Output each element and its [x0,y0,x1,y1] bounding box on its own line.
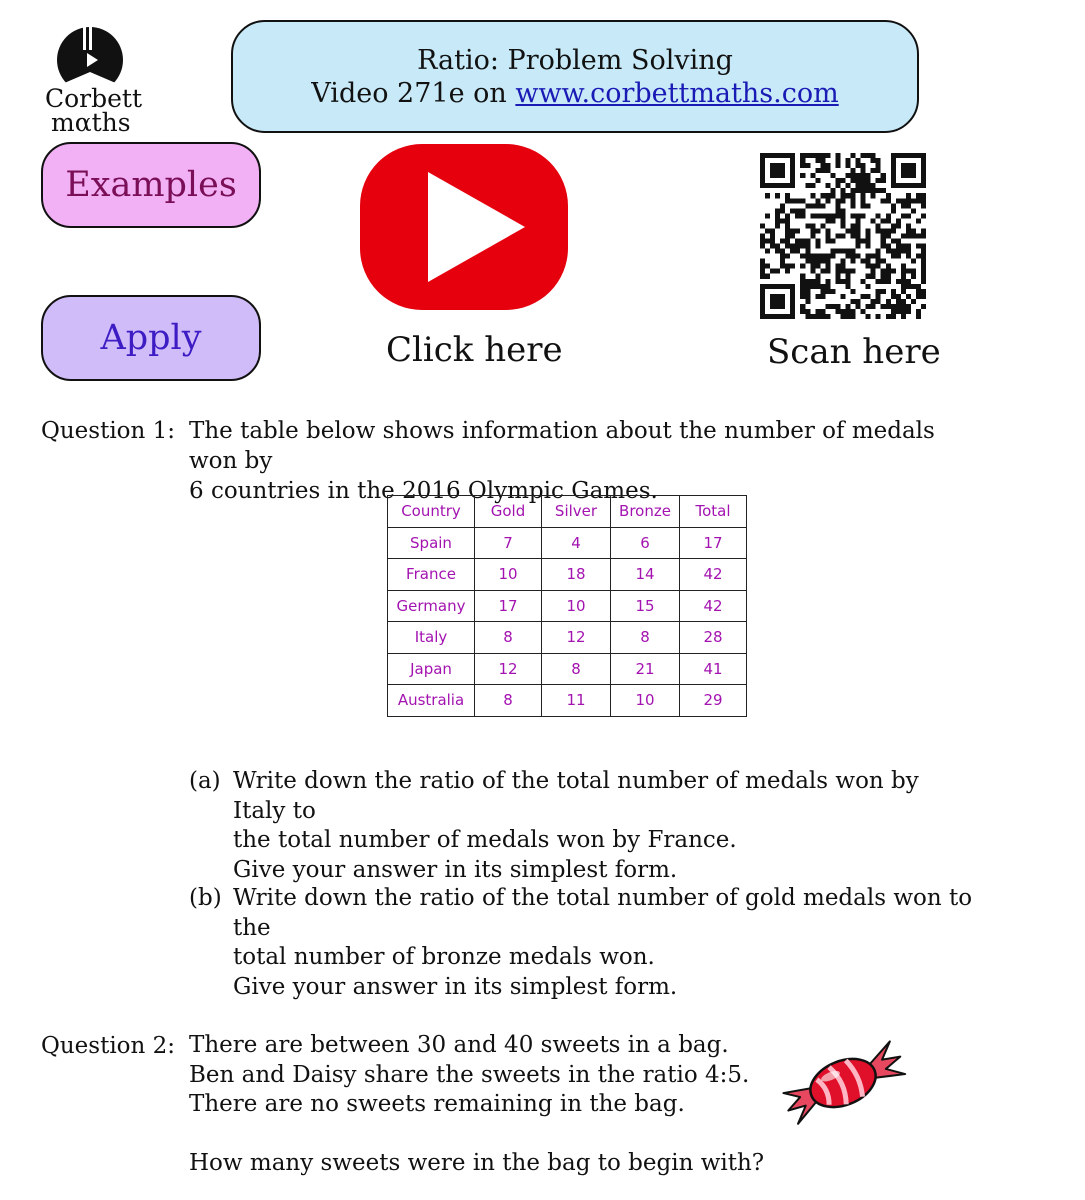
table-cell: 17 [680,527,747,559]
video-prefix: Video 271e on [311,78,516,109]
table-cell: 18 [542,559,611,591]
table-cell: 29 [680,685,747,717]
table-cell: 17 [475,590,542,622]
table-cell: 21 [611,653,680,685]
table-header-row [388,496,747,528]
table-cell: 12 [475,653,542,685]
table-row [388,685,747,717]
spacer [189,1120,769,1150]
part-b-line: Give your answer in its simplest form. [233,973,678,1000]
table-cell: 42 [680,590,747,622]
part-a-line: Write down the ratio of the total number of medals won by Italy to [233,768,919,824]
part-b-label: (b) [189,885,222,911]
table-cell: 8 [542,653,611,685]
page-title: Ratio: Problem Solving [417,45,733,76]
question-1-part-b [189,884,989,1000]
table-cell: Italy [388,622,475,654]
header-bronze: Bronze [611,496,680,528]
table-cell: 10 [611,685,680,717]
table-cell: Spain [388,527,475,559]
question-2-line: There are between 30 and 40 sweets in a bag. [189,1032,729,1058]
table-cell: 15 [611,590,680,622]
table-cell: Japan [388,653,475,685]
corbettmaths-link[interactable]: www.corbettmaths.com [515,78,839,109]
table-cell: 12 [542,622,611,654]
table-cell: 41 [680,653,747,685]
question-2-line: Ben and Daisy share the sweets in the ratio 4:5. [189,1061,750,1088]
table-cell: 8 [611,622,680,654]
apply-button[interactable]: Apply [41,295,261,381]
video-reference [233,77,917,110]
table-cell: 4 [542,527,611,559]
table-cell: 42 [680,559,747,591]
sweet-candy-icon [776,1040,910,1126]
table-cell: 10 [542,590,611,622]
table-row [388,653,747,685]
table-row [388,622,747,654]
part-b-text [233,884,973,1002]
medal-table [387,495,747,717]
question-2-text [189,1031,769,1179]
header-total: Total [680,496,747,528]
header-silver: Silver [542,496,611,528]
table-cell: 28 [680,622,747,654]
part-a-line: Give your answer in its simplest form. [233,856,678,883]
table-cell: Australia [388,685,475,717]
title-banner [231,20,919,133]
question-2-label: Question 2: [41,1033,176,1059]
table-cell: 7 [475,527,542,559]
table-row [388,527,747,559]
question-2-line: How many sweets were in the bag to begin with? [189,1150,765,1176]
logo-text-maths: mαths [51,108,131,137]
question-2-line: There are no sweets remaining in the bag. [189,1091,685,1117]
part-b-line: total number of bronze medals won. [233,944,655,970]
question-1-line: The table below shows information about the number of medals won by [189,418,935,474]
part-a-text [233,767,973,885]
question-1-part-a [189,767,989,883]
table-cell: 10 [475,559,542,591]
table-cell: Germany [388,590,475,622]
table-cell: 8 [475,622,542,654]
qr-code-icon[interactable] [760,153,926,319]
part-b-line: Write down the ratio of the total number of gold medals won to the [233,885,973,941]
video-play-icon[interactable] [358,142,570,312]
question-1-label: Question 1: [41,418,176,444]
question-1-text [189,416,989,506]
table-cell: 11 [542,685,611,717]
question-1-line: 6 countries in the 2016 Olympic Games. [189,478,658,504]
header-gold: Gold [475,496,542,528]
logo-text-corbett: Corbett [45,84,143,113]
table-cell: 14 [611,559,680,591]
table-cell: 8 [475,685,542,717]
table-cell: 6 [611,527,680,559]
examples-button[interactable]: Examples [41,142,261,228]
part-a-line: the total number of medals won by France. [233,827,737,853]
click-here-label[interactable]: Click here [386,330,563,370]
table-cell: France [388,559,475,591]
header-country: Country [388,496,475,528]
table-row [388,559,747,591]
scan-here-label: Scan here [767,332,941,372]
table-row [388,590,747,622]
part-a-label: (a) [189,768,221,794]
